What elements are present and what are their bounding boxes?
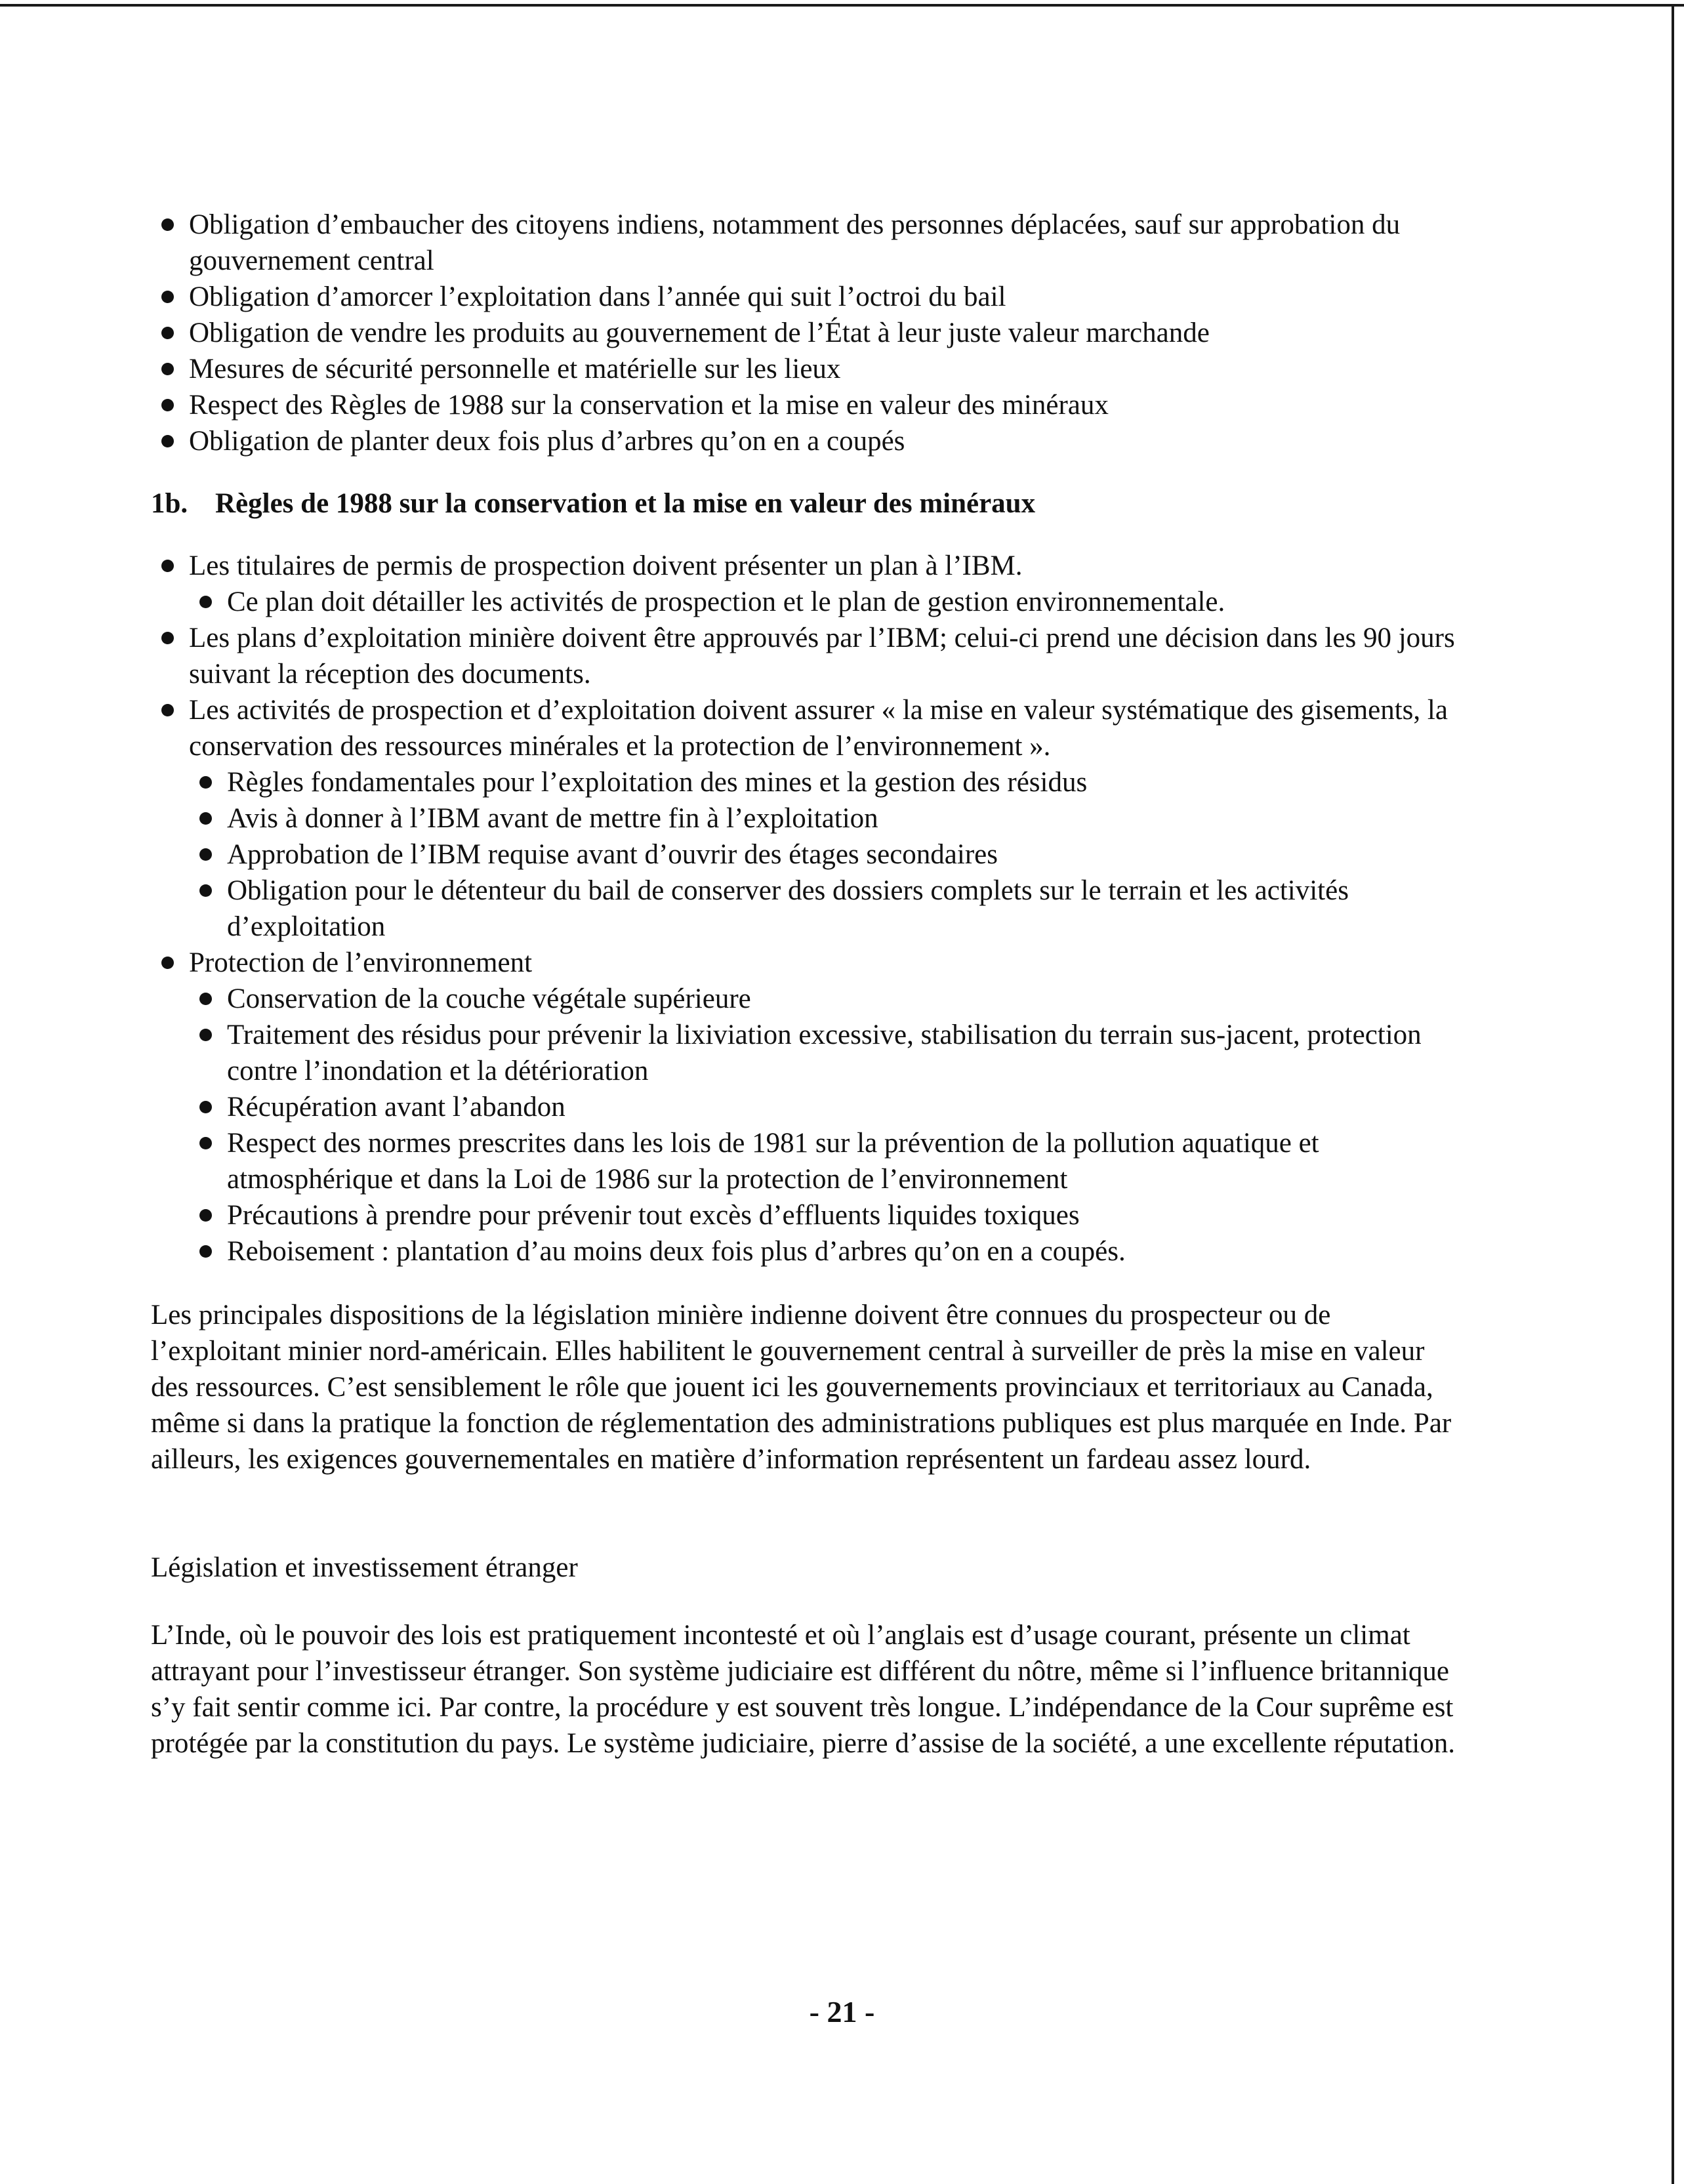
subheading-foreign-investment: Législation et investissement étranger bbox=[151, 1552, 578, 1583]
sub-list-item: Précautions à prendre pour prévenir tout excès d’effluents liquides toxiques bbox=[189, 1197, 1463, 1233]
document-page bbox=[151, 207, 1463, 1790]
sub-list-item: Respect des normes prescrites dans les lois de 1981 sur la prévention de la pollution aquatique et atmosphérique et dans la Loi de 1986 sur la protection de l’environnement bbox=[189, 1125, 1463, 1197]
list-item-text: Protection de l’environnement bbox=[189, 947, 533, 978]
list-item-text: Les activités de prospection et d’exploitation doivent assurer « la mise en valeur systématique des gisements, la conservation des ressources minérales et la protection de l’environnement ». bbox=[189, 695, 1448, 762]
sub-list-item: Traitement des résidus pour prévenir la lixiviation excessive, stabilisation du terrain sus-jacent, protection contre l’inondation et la détérioration bbox=[189, 1017, 1463, 1089]
sub-list-item: Règles fondamentales pour l’exploitation des mines et la gestion des résidus bbox=[189, 764, 1463, 800]
obligations-list bbox=[151, 207, 1463, 459]
list-item: Obligation de planter deux fois plus d’arbres qu’on en a coupés bbox=[151, 423, 1463, 459]
body-paragraph-1: Les principales dispositions de la législation minière indienne doivent être connues du prospecteur ou de l’exploitant minier nord-américain. Elles habilitent le gouvernement central à surveiller de près la mise en valeur des ressources. C’est sensiblement le rôle que jouent ici les gouvernements provinciaux et territoriaux au Canada, même si dans la pratique la fonction de réglementation des administrations publiques est plus marquée en Inde. Par ailleurs, les exigences gouvernementales en matière d’information représentent un fardeau assez lourd. bbox=[151, 1300, 1452, 1475]
list-item-text: Les plans d’exploitation minière doivent être approuvés par l’IBM; celui-ci prend une décision dans les 90 jours suivant la réception des documents. bbox=[189, 623, 1455, 690]
sub-list bbox=[189, 584, 1463, 620]
body-paragraph-2: L’Inde, où le pouvoir des lois est pratiquement incontesté et où l’anglais est d’usage courant, présente un climat attrayant pour l’investisseur étranger. Son système judiciaire est différent du nôtre, même si l’influence britannique s’y fait sentir comme ici. Par contre, la procédure y est souvent très longue. L’indépendance de la Cour suprême est protégée par la constitution du pays. Le système judiciaire, pierre d’assise de la société, a une excellente réputation. bbox=[151, 1620, 1455, 1759]
sub-list-item: Récupération avant l’abandon bbox=[189, 1089, 1463, 1125]
rules-list bbox=[151, 548, 1463, 1269]
sub-list-item: Approbation de l’IBM requise avant d’ouvrir des étages secondaires bbox=[189, 836, 1463, 873]
list-item bbox=[151, 945, 1463, 1269]
section-number: 1b. bbox=[151, 488, 188, 519]
sub-list-item: Obligation pour le détenteur du bail de conserver des dossiers complets sur le terrain et les activités d’exploitation bbox=[189, 873, 1463, 945]
list-item: Obligation de vendre les produits au gouvernement de l’État à leur juste valeur marchande bbox=[151, 315, 1463, 351]
list-item: Mesures de sécurité personnelle et matérielle sur les lieux bbox=[151, 351, 1463, 387]
section-title: Règles de 1988 sur la conservation et la mise en valeur des minéraux bbox=[215, 488, 1036, 519]
sub-list-item: Reboisement : plantation d’au moins deux fois plus d’arbres qu’on en a coupés. bbox=[189, 1233, 1463, 1269]
page-number: - 21 - bbox=[809, 1995, 875, 2029]
top-border-line bbox=[0, 4, 1684, 7]
right-border-line bbox=[1672, 4, 1674, 2184]
list-item bbox=[151, 620, 1463, 692]
list-item bbox=[151, 548, 1463, 620]
list-item: Obligation d’amorcer l’exploitation dans l’année qui suit l’octroi du bail bbox=[151, 279, 1463, 315]
sub-list bbox=[189, 764, 1463, 945]
list-item: Obligation d’embaucher des citoyens indiens, notamment des personnes déplacées, sauf sur approbation du gouvernement central bbox=[151, 207, 1463, 279]
sub-list-item: Conservation de la couche végétale supérieure bbox=[189, 981, 1463, 1017]
list-item bbox=[151, 692, 1463, 945]
sub-list bbox=[189, 981, 1463, 1269]
section-1b-heading bbox=[151, 485, 1463, 522]
list-item-text: Les titulaires de permis de prospection doivent présenter un plan à l’IBM. bbox=[189, 550, 1023, 581]
list-item: Respect des Règles de 1988 sur la conservation et la mise en valeur des minéraux bbox=[151, 387, 1463, 423]
sub-list-item: Avis à donner à l’IBM avant de mettre fin à l’exploitation bbox=[189, 800, 1463, 836]
sub-list-item: Ce plan doit détailler les activités de prospection et le plan de gestion environnementale. bbox=[189, 584, 1463, 620]
